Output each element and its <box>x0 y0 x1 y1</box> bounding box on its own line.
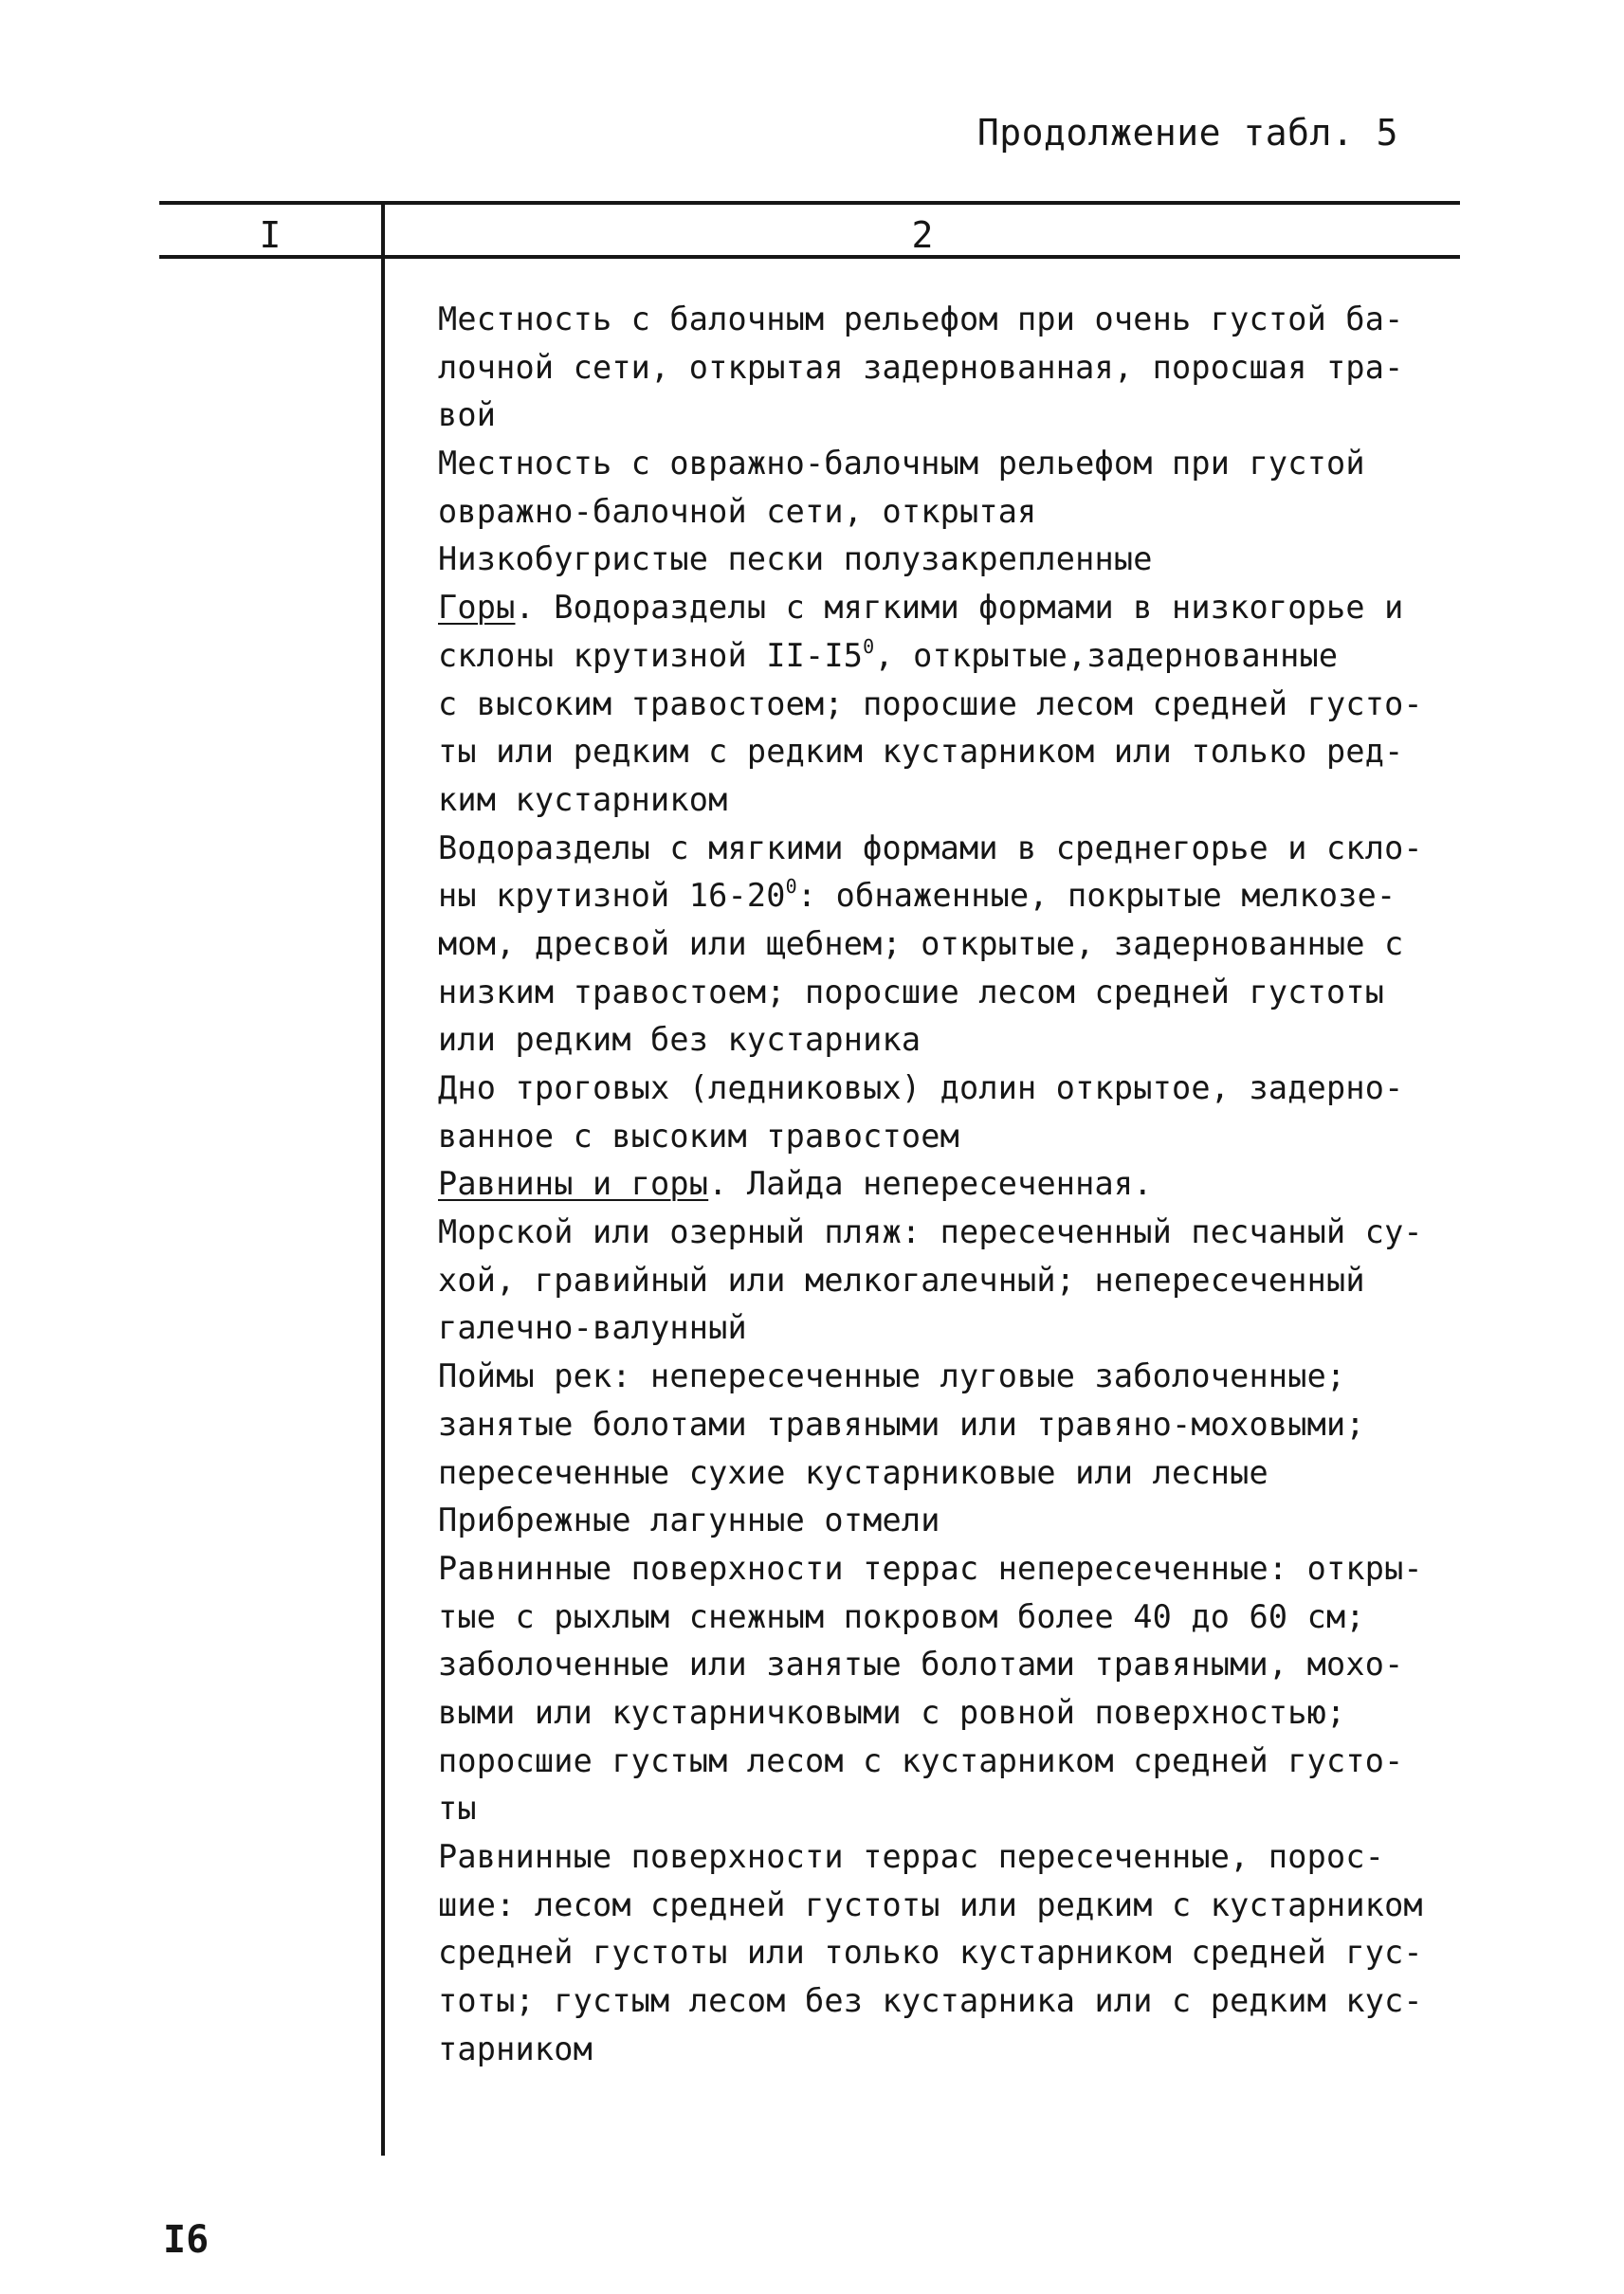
text-line: средней густоты или только кустарником средней гус- <box>438 1934 1423 1972</box>
table-body-text <box>438 296 1471 2073</box>
text-line: занятые болотами травяными или травяно-моховыми; <box>438 1405 1365 1443</box>
text-fragment: : обнаженные, покрытые мелкозе- <box>796 877 1396 915</box>
column-header-2: 2 <box>911 214 934 256</box>
page-number: I6 <box>163 2218 210 2262</box>
text-line: овражно-балочной сети, открытая <box>438 492 1037 530</box>
text-line: Местность с балочным рельефом при очень густой ба- <box>438 300 1404 337</box>
text-line: вой <box>438 396 497 434</box>
text-line: заболоченные или занятые болотами травяными, мохо- <box>438 1646 1404 1684</box>
text-line: ты или редким с редким кустарником или только ред- <box>438 733 1404 771</box>
text-line: шие: лесом средней густоты или редким с кустарником <box>438 1885 1423 1923</box>
text-line: Поймы рек: непересеченные луговые заболоченные; <box>438 1357 1346 1395</box>
text-line: Горы. Водоразделы с мягкими формами в низкогорье и <box>438 589 1404 627</box>
text-line: ванное с высоким травостоем <box>438 1117 959 1155</box>
text-line: тые с рыхлым снежным покровом более 40 до 60 см; <box>438 1597 1365 1635</box>
text-line: поросшие густым лесом с кустарником средней густо- <box>438 1741 1404 1779</box>
text-fragment: Водоразделы с мягкими формами в низкогорье и <box>554 589 1404 627</box>
section-heading-mountains: Горы <box>438 589 516 627</box>
text-fragment: , открытые,задернованные <box>874 636 1339 674</box>
column-header-1: I <box>259 214 282 256</box>
text-line: Прибрежные лагунные отмели <box>438 1502 940 1539</box>
text-line <box>438 1160 1471 1209</box>
continuation-caption: Продолжение табл. 5 <box>976 112 1398 154</box>
text-line: низким травостоем; поросшие лесом средней густоты <box>438 973 1385 1010</box>
text-line: ким кустарником <box>438 780 728 818</box>
text-line: мом, дресвой или щебнем; открытые, задернованные с <box>438 924 1404 962</box>
text-line <box>438 872 1471 920</box>
text-line: галечно-валунный <box>438 1309 747 1347</box>
text-line: Равнинные поверхности террас непересеченные: откры- <box>438 1549 1423 1587</box>
text-line: Дно троговых (ледниковых) долин открытое, задерно- <box>438 1069 1404 1106</box>
text-fragment: склоны крутизной II-I5 <box>438 636 864 674</box>
text-fragment: . Лайда непересеченная. <box>708 1165 1153 1203</box>
text-line: тарником <box>438 2030 593 2067</box>
text-line: с высоким травостоем; поросшие лесом средней густо- <box>438 684 1423 722</box>
text-line: хой, гравийный или мелкогалечный; непересеченный <box>438 1261 1365 1299</box>
text-line: пересеченные сухие кустарниковые или лесные <box>438 1453 1268 1491</box>
column-divider <box>381 203 385 2156</box>
text-line: Местность с овражно-балочным рельефом при густой <box>438 445 1365 482</box>
text-line: ты <box>438 1790 477 1828</box>
text-line: выми или кустарничковыми с ровной поверхностью; <box>438 1693 1346 1731</box>
text-line: Водоразделы с мягкими формами в среднегорье и скло- <box>438 828 1423 866</box>
text-line <box>438 632 1471 681</box>
degree-mark: 0 <box>785 875 797 899</box>
text-line: лочной сети, открытая задернованная, поросшая тра- <box>438 348 1404 386</box>
text-line: или редким без кустарника <box>438 1021 921 1059</box>
text-line: Равнинные поверхности террас пересеченные, порос- <box>438 1838 1385 1875</box>
degree-mark: 0 <box>863 634 875 658</box>
text-fragment: ны крутизной 16-20 <box>438 877 786 915</box>
text-line: Низкобугристые пески полузакрепленные <box>438 540 1153 578</box>
text-line: тоты; густым лесом без кустарника или с редким кус- <box>438 1982 1423 2020</box>
table-top-rule <box>159 201 1460 205</box>
section-heading-plains: Равнины и горы <box>438 1165 709 1203</box>
text-line: Морской или озерный пляж: пересеченный песчаный су- <box>438 1213 1423 1251</box>
